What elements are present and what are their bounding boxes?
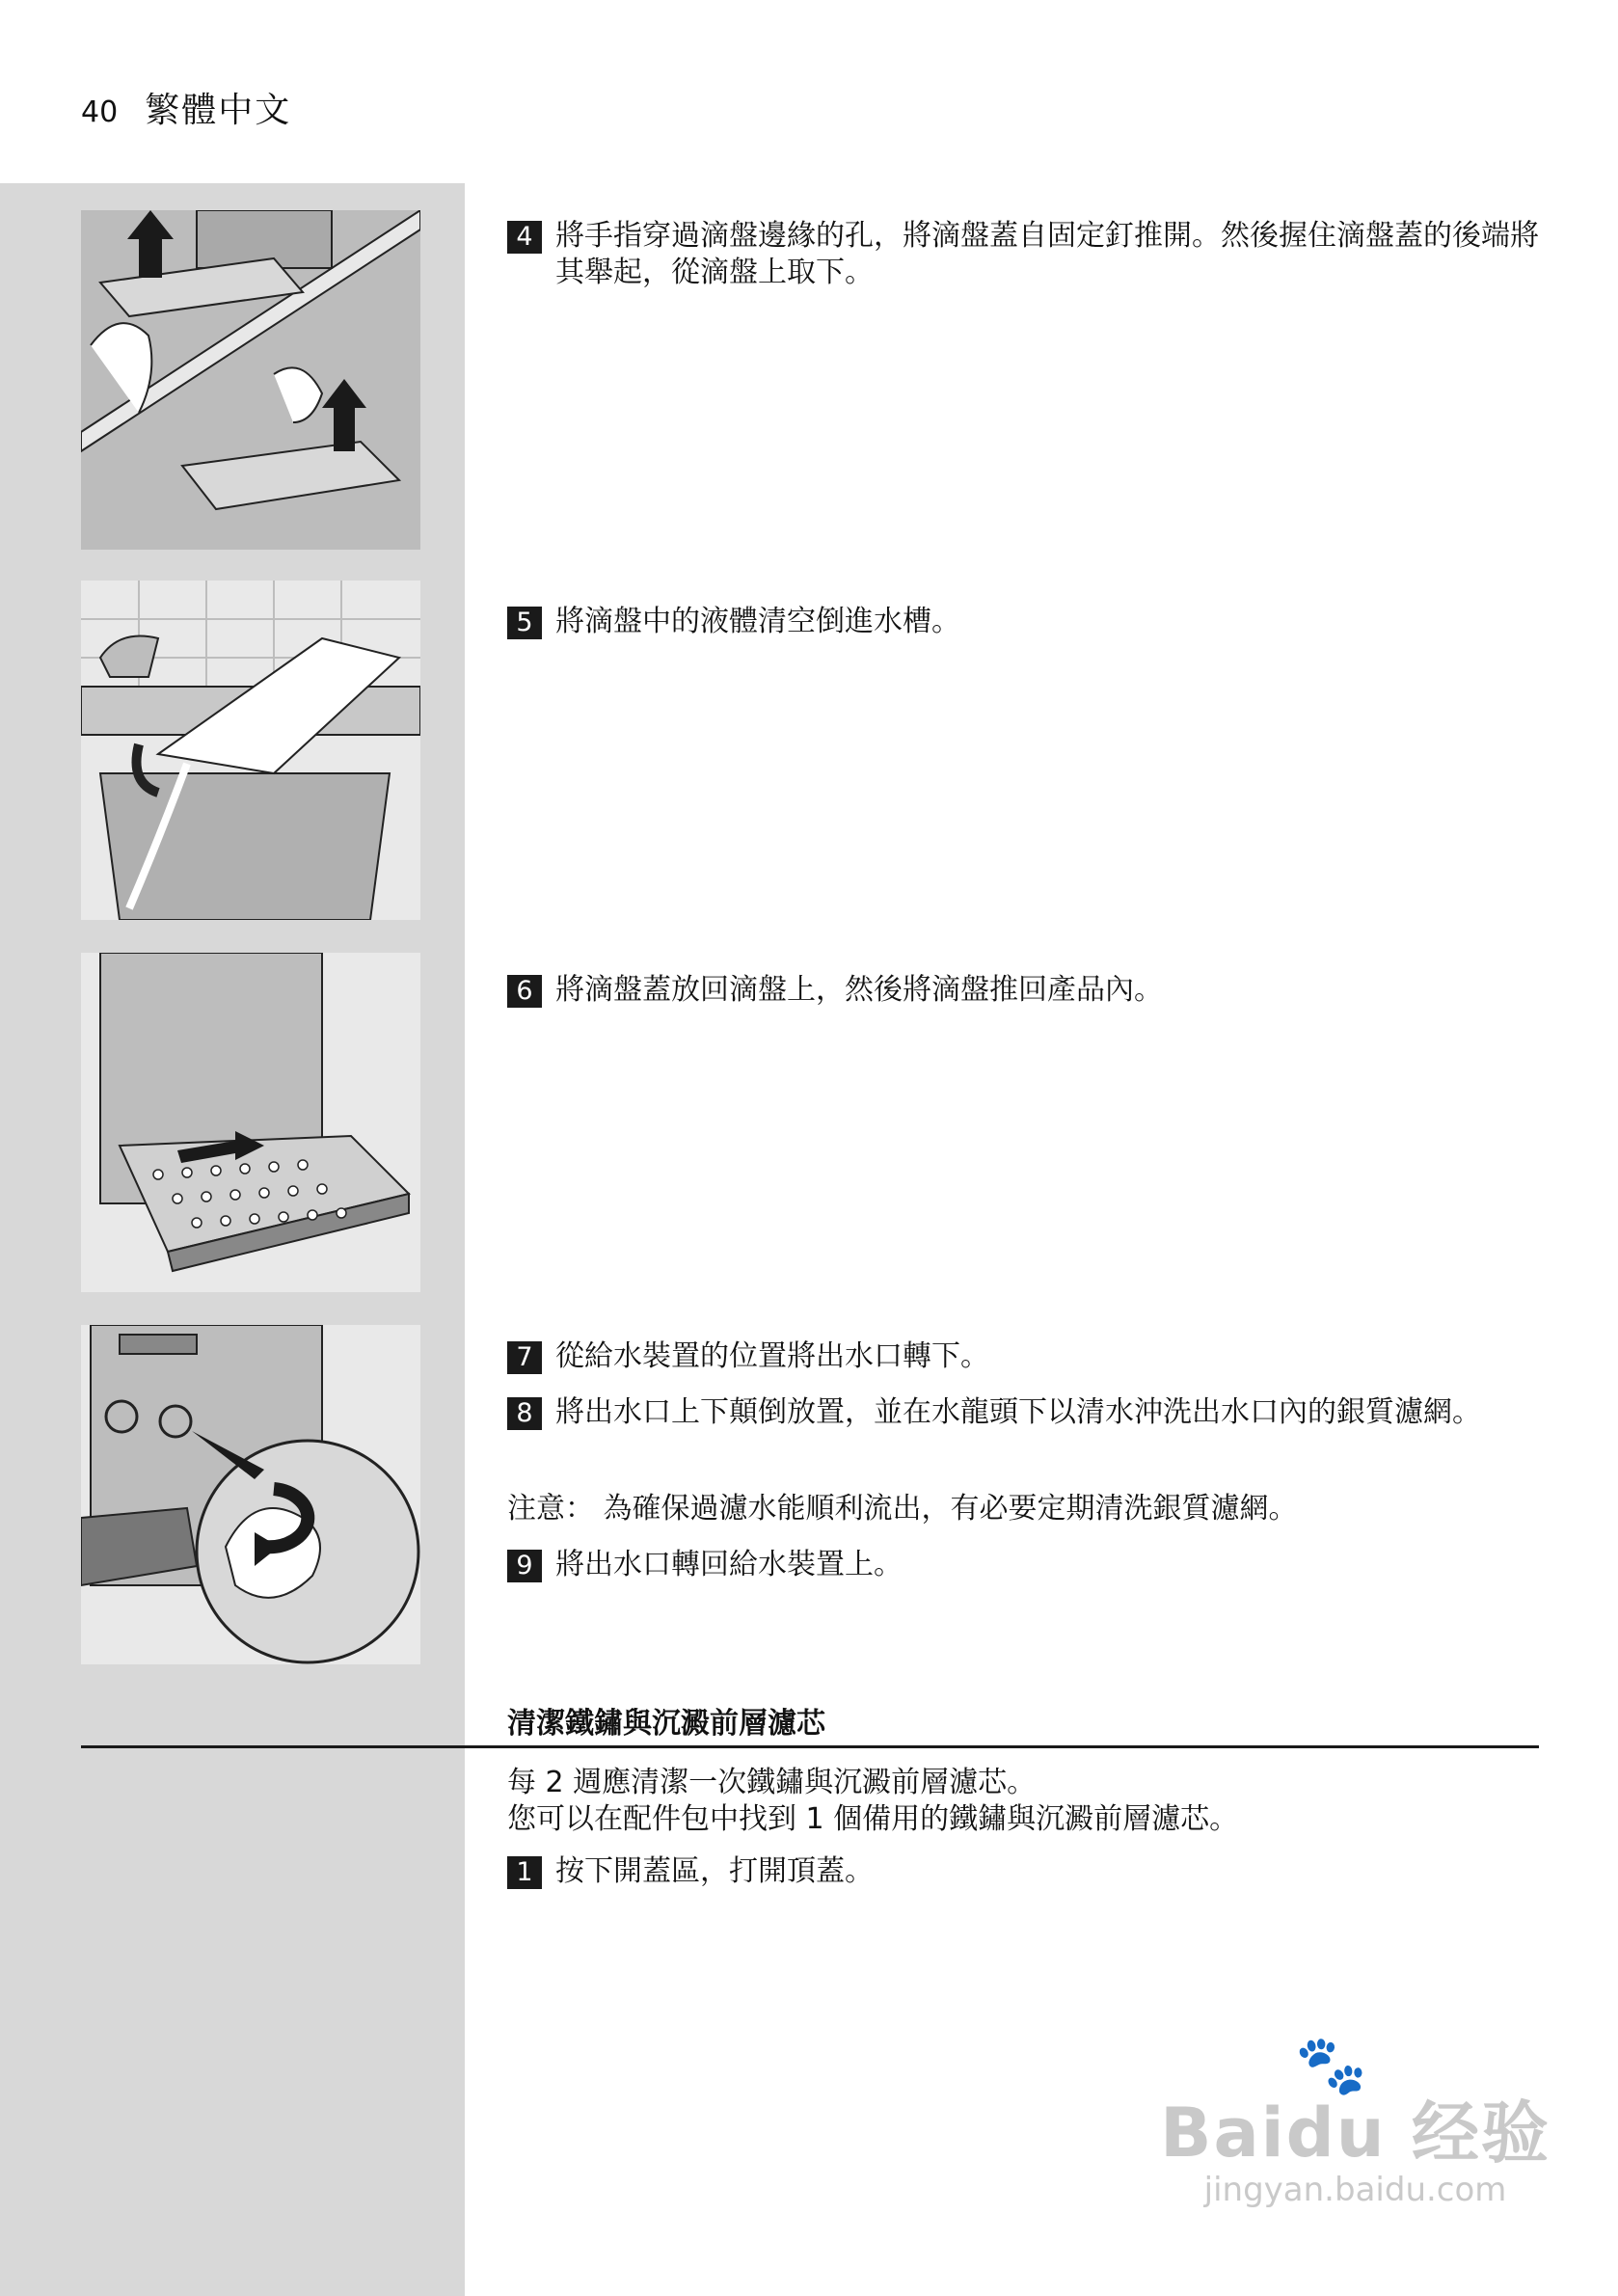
illustration-empty-tray: [81, 581, 420, 920]
step-text: 將出水口轉回給水裝置上。: [555, 1548, 903, 1581]
page-number: 40: [81, 95, 119, 129]
step-1: [507, 1853, 1539, 1890]
section-intro: [507, 1765, 1238, 1838]
step-text: 將滴盤中的液體清空倒進水槽。: [555, 605, 960, 638]
step-text: 將手指穿過滴盤邊緣的孔，將滴盤蓋自固定釘推開。然後握住滴盤蓋的後端將其舉起，從滴盤上取下。: [555, 219, 1539, 290]
step-6: [507, 972, 1539, 1009]
step-9: [507, 1547, 1539, 1583]
note-text: 注意： 為確保過濾水能順利流出，有必要定期清洗銀質濾網。: [507, 1492, 1298, 1526]
section-divider: [81, 1745, 1539, 1748]
step-5: [507, 604, 1539, 640]
step-number: 9: [507, 1550, 542, 1582]
step-number: 8: [507, 1397, 542, 1430]
step-number: 1: [507, 1856, 542, 1889]
language-label: 繁體中文: [145, 91, 292, 130]
step-8: [507, 1394, 1539, 1431]
step-number: 4: [507, 221, 542, 254]
intro-line: 每 2 週應清潔一次鐵鏽與沉澱前層濾芯。: [507, 1766, 1037, 1799]
paw-icon: 🐾: [1295, 2032, 1367, 2099]
section-title: 清潔鐵鏽與沉澱前層濾芯: [507, 1707, 825, 1741]
step-text: 將滴盤蓋放回滴盤上，然後將滴盤推回產品內。: [555, 973, 1163, 1007]
step-text: 按下開蓋區，打開頂蓋。: [555, 1854, 874, 1888]
step-text: 將出水口上下顛倒放置，並在水龍頭下以清水沖洗出水口內的銀質濾網。: [555, 1395, 1481, 1429]
watermark-sub: jingyan.baidu.com: [1203, 2171, 1507, 2209]
page-header: [81, 83, 291, 132]
step-number: 5: [507, 607, 542, 639]
step-7: [507, 1338, 1539, 1375]
step-4: [507, 218, 1539, 291]
intro-line: 您可以在配件包中找到 1 個備用的鐵鏽與沉澱前層濾芯。: [507, 1802, 1239, 1837]
illustration-outlet-removal: [81, 1325, 420, 1664]
step-number: 7: [507, 1341, 542, 1374]
baidu-watermark: [1160, 2032, 1551, 2209]
step-number: 6: [507, 975, 542, 1008]
illustration-reinsert-tray: [81, 953, 420, 1292]
illustration-drip-tray-removal: [81, 210, 420, 550]
step-text: 從給水裝置的位置將出水口轉下。: [555, 1339, 989, 1373]
watermark-main: Baidu 经验: [1160, 2093, 1551, 2173]
